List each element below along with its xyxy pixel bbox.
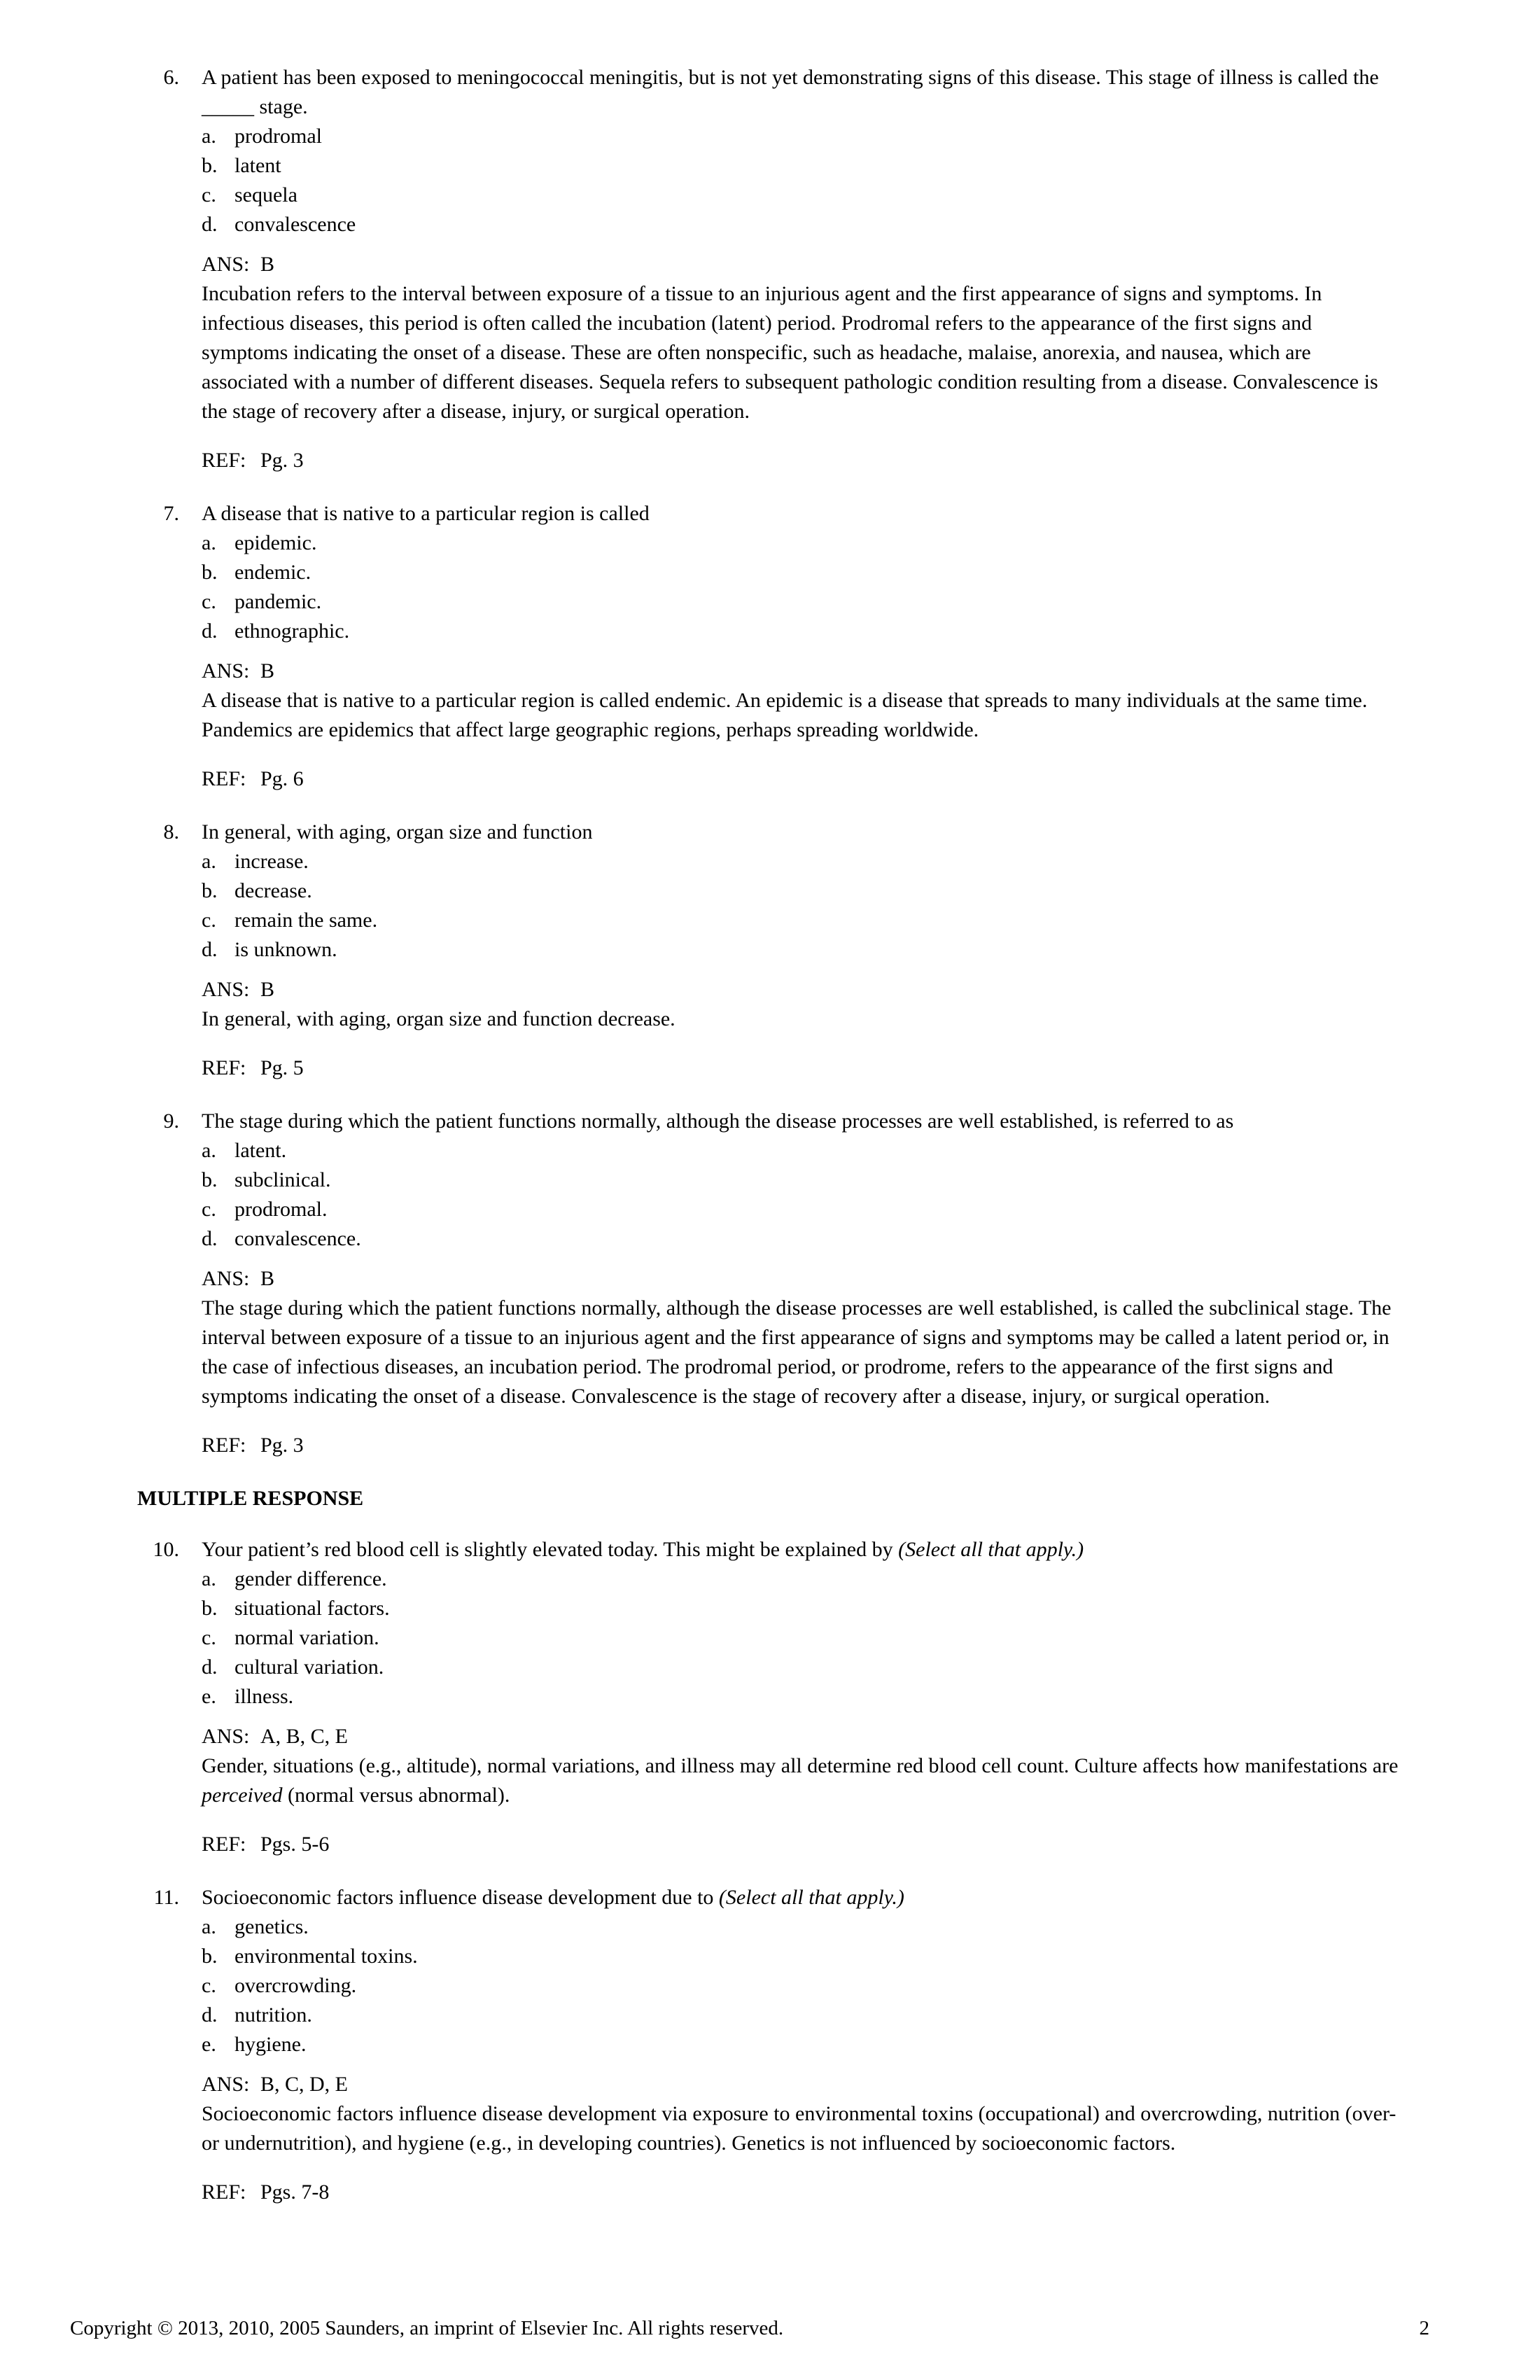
option-letter: c. [202,1626,216,1649]
question-stem-text: In general, with aging, organ size and function [202,820,593,844]
answer-option [202,210,1400,239]
answer-option [202,151,1400,181]
option-text: illness. [234,1685,294,1708]
option-letter: c. [202,590,216,613]
option-text: convalescence [234,213,356,236]
option-text: increase. [234,850,309,873]
reference-line [202,2178,1400,2207]
rationale-text: Incubation refers to the interval between exposure of a tissue to an injurious agent and the first appearance of signs and symptoms. In infectious diseases, this period is often called the incubation (latent) period. Prodromal refers to the appearance of the first signs and symptoms indicating the onset of a disease. These are often nonspecific, such as headache, malaise, anorexia, and nausea, which are associated with a number of different diseases. Sequela refers to subsequent pathologic condition resulting from a disease. Convalescence is the stage of recovery after a disease, injury, or surgical operation. [202,282,1378,423]
reference-value: Pgs. 7-8 [260,2180,330,2204]
question-block [137,1535,1400,1859]
option-letter: a. [202,1915,216,1938]
rationale [202,1294,1400,1411]
question-stem [202,499,1400,528]
answer-option [202,847,1400,876]
reference-label: REF: [202,1833,246,1856]
option-letter: a. [202,850,216,873]
question-block [137,499,1400,794]
answer-line [202,1722,1400,1751]
answer-line [202,975,1400,1004]
option-text: nutrition. [234,2003,312,2026]
answer-label: ANS: [202,659,250,682]
answer-option [202,935,1400,965]
reference-label: REF: [202,1056,246,1079]
answer-value: B [260,978,275,1001]
answer-option [202,2030,1400,2059]
question-body [202,1883,1400,2207]
option-letter: c. [202,909,216,932]
rationale [202,686,1400,745]
option-letter: d. [202,938,218,961]
option-letter: a. [202,125,216,148]
option-letter: d. [202,213,218,236]
section-heading-multiple-response: MULTIPLE RESPONSE [137,1487,364,1510]
answer-line [202,250,1400,279]
reference-label: REF: [202,1434,246,1457]
option-text: latent. [234,1139,287,1162]
option-text: ethnographic. [234,620,350,643]
option-text: situational factors. [234,1597,390,1620]
question-stem-text: Socioeconomic factors influence disease development due to [202,1886,719,1909]
option-letter: b. [202,1945,218,1968]
rationale [202,1751,1400,1810]
answer-option [202,528,1400,558]
answer-value: B [260,1267,275,1290]
option-text: endemic. [234,561,312,584]
answer-label: ANS: [202,253,250,276]
question-number: 9. [163,1110,179,1133]
option-text: remain the same. [234,909,378,932]
option-text: pandemic. [234,590,322,613]
question-body [202,1535,1400,1859]
answer-value: B [260,253,275,276]
answer-option [202,181,1400,210]
option-letter: d. [202,2003,218,2026]
answer-label: ANS: [202,1267,250,1290]
reference-line [202,1054,1400,1083]
option-text: gender difference. [234,1567,387,1590]
question-block [137,1883,1400,2207]
option-text: cultural variation. [234,1656,384,1679]
question-stem-italic: (Select all that apply.) [718,1886,904,1909]
option-letter: e. [202,2033,216,2056]
option-letter: b. [202,154,218,177]
answer-option [202,558,1400,587]
page-content [137,63,1400,2231]
answer-option [202,1564,1400,1594]
question-number: 11. [153,1886,179,1909]
rationale-text: The stage during which the patient functions normally, although the disease processes are well established, is called the subclinical stage. The interval between exposure of a tissue to an injurious agent and the first appearance of signs and symptoms may be called a latent period or, in the case of infectious diseases, an incubation period. The prodromal period, or prodrome, refers to the appearance of the first signs and symptoms indicating the onset of a disease. Convalescence is the stage of recovery after a disease, injury, or surgical operation. [202,1296,1392,1408]
question-body [202,1107,1400,1460]
option-letter: b. [202,1168,218,1191]
answer-line [202,657,1400,686]
page-footer [70,2314,1429,2343]
question-block [137,1107,1400,1460]
answer-value: B, C, D, E [260,2073,349,2096]
answer-option [202,1942,1400,1971]
option-letter: c. [202,1974,216,1997]
option-text: epidemic. [234,531,317,554]
answer-value: B [260,659,275,682]
answer-label: ANS: [202,1725,250,1748]
answer-option [202,1166,1400,1195]
reference-line [202,446,1400,475]
answer-option [202,1623,1400,1653]
question-stem-italic: (Select all that apply.) [898,1538,1084,1561]
reference-value: Pgs. 5-6 [260,1833,330,1856]
option-letter: b. [202,879,218,902]
question-block [137,63,1400,475]
question-number: 7. [163,502,179,525]
answer-option [202,1195,1400,1224]
option-letter: a. [202,1567,216,1590]
reference-label: REF: [202,767,246,790]
rationale-italic: perceived [202,1784,283,1807]
answer-option [202,1912,1400,1942]
option-text: decrease. [234,879,312,902]
answer-line [202,2070,1400,2099]
question-number: 8. [163,820,179,844]
rationale-text: A disease that is native to a particular region is called endemic. An epidemic is a disease that spreads to many individuals at the same time. Pandemics are epidemics that affect large geographic regions, perhaps spreading worldwide. [202,689,1368,741]
reference-value: Pg. 5 [260,1056,304,1079]
answer-option [202,1594,1400,1623]
answer-option [202,1653,1400,1682]
question-number: 6. [163,66,179,89]
option-letter: a. [202,1139,216,1162]
answer-option [202,122,1400,151]
answer-option [202,1682,1400,1712]
answer-option [202,1136,1400,1166]
option-text: genetics. [234,1915,309,1938]
reference-line [202,764,1400,794]
reference-line [202,1431,1400,1460]
answer-option [202,587,1400,617]
question-body [202,818,1400,1083]
answer-value: A, B, C, E [260,1725,349,1748]
footer-copyright: Copyright © 2013, 2010, 2005 Saunders, an imprint of Elsevier Inc. All rights reserved. [70,2317,784,2339]
option-text: is unknown. [234,938,337,961]
question-body [202,63,1400,475]
rationale-text: (normal versus abnormal). [282,1784,510,1807]
answer-option [202,2001,1400,2030]
reference-value: Pg. 6 [260,767,304,790]
option-text: latent [234,154,281,177]
answer-option [202,876,1400,906]
question-number: 10. [153,1538,179,1561]
question-stem-text: The stage during which the patient functions normally, although the disease processes are well established, is referred to as [202,1110,1234,1133]
question-stem-text: A disease that is native to a particular region is called [202,502,650,525]
question-stem [202,1535,1400,1564]
option-text: environmental toxins. [234,1945,418,1968]
answer-option [202,617,1400,646]
question-stem [202,818,1400,847]
answer-option [202,1224,1400,1254]
option-text: hygiene. [234,2033,307,2056]
option-text: subclinical. [234,1168,331,1191]
question-stem-text: A patient has been exposed to meningococcal meningitis, but is not yet demonstrating signs of this disease. This stage of illness is called the _____ stage. [202,66,1379,118]
reference-value: Pg. 3 [260,1434,304,1457]
reference-label: REF: [202,449,246,472]
rationale-text: Gender, situations (e.g., altitude), normal variations, and illness may all determine red blood cell count. Culture affects how manifestations are [202,1754,1399,1777]
option-letter: b. [202,1597,218,1620]
rationale-text: Socioeconomic factors influence disease development via exposure to environmental toxins (occupational) and overcrowding, nutrition (over- or undernutrition), and hygiene (e.g., in developing countries). Genetics is not influenced by socioeconomic factors. [202,2102,1396,2155]
option-letter: c. [202,1198,216,1221]
page-number: 2 [1419,2317,1429,2339]
rationale [202,279,1400,426]
question-stem [202,63,1400,122]
answer-label: ANS: [202,2073,250,2096]
option-text: prodromal. [234,1198,328,1221]
reference-line [202,1830,1400,1859]
option-text: sequela [234,183,298,206]
option-letter: c. [202,183,216,206]
rationale-text: In general, with aging, organ size and function decrease. [202,1007,676,1030]
option-letter: d. [202,620,218,643]
reference-label: REF: [202,2180,246,2204]
option-letter: b. [202,561,218,584]
question-stem-text: Your patient’s red blood cell is slightly elevated today. This might be explained by [202,1538,899,1561]
answer-label: ANS: [202,978,250,1001]
question-block [137,818,1400,1083]
rationale [202,1004,1400,1034]
answer-option [202,906,1400,935]
option-text: overcrowding. [234,1974,357,1997]
question-stem [202,1107,1400,1136]
option-letter: e. [202,1685,216,1708]
option-letter: d. [202,1656,218,1679]
option-letter: a. [202,531,216,554]
rationale [202,2099,1400,2158]
option-text: normal variation. [234,1626,379,1649]
question-body [202,499,1400,794]
question-stem [202,1883,1400,1912]
option-text: convalescence. [234,1227,361,1250]
answer-option [202,1971,1400,2001]
option-text: prodromal [234,125,322,148]
option-letter: d. [202,1227,218,1250]
reference-value: Pg. 3 [260,449,304,472]
answer-line [202,1264,1400,1294]
